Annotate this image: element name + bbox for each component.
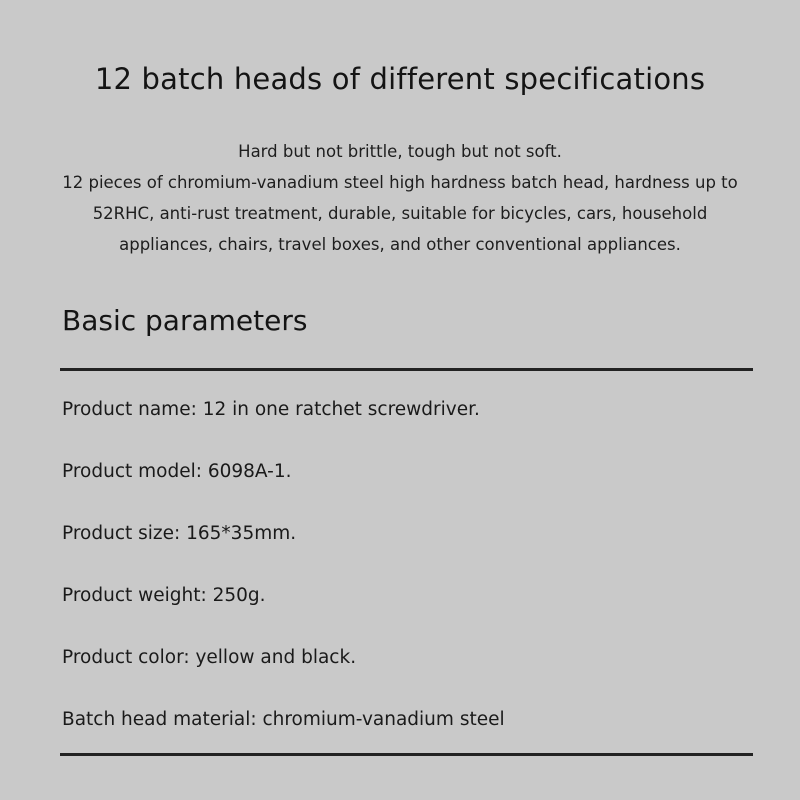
section-heading: Basic parameters <box>62 304 308 337</box>
param-product-model: Product model: 6098A-1. <box>62 461 292 482</box>
page-title: 12 batch heads of different specifications <box>94 62 706 96</box>
intro-text <box>40 136 760 260</box>
intro-line: 12 pieces of chromium-vanadium steel high hardness batch head, hardness up to <box>62 173 738 192</box>
param-product-color: Product color: yellow and black. <box>62 647 357 668</box>
param-product-weight: Product weight: 250g. <box>62 585 266 606</box>
intro-line: Hard but not brittle, tough but not soft. <box>238 142 562 161</box>
parameter-list <box>62 394 752 766</box>
intro-line: appliances, chairs, travel boxes, and other conventional appliances. <box>119 235 681 254</box>
divider-bottom <box>60 753 753 756</box>
intro-line: 52RHC, anti-rust treatment, durable, suitable for bicycles, cars, household <box>92 204 708 223</box>
param-product-size: Product size: 165*35mm. <box>62 523 297 544</box>
param-product-name: Product name: 12 in one ratchet screwdriver. <box>62 399 480 420</box>
param-batch-head-material: Batch head material: chromium-vanadium steel <box>62 709 505 730</box>
divider-top <box>60 368 753 371</box>
